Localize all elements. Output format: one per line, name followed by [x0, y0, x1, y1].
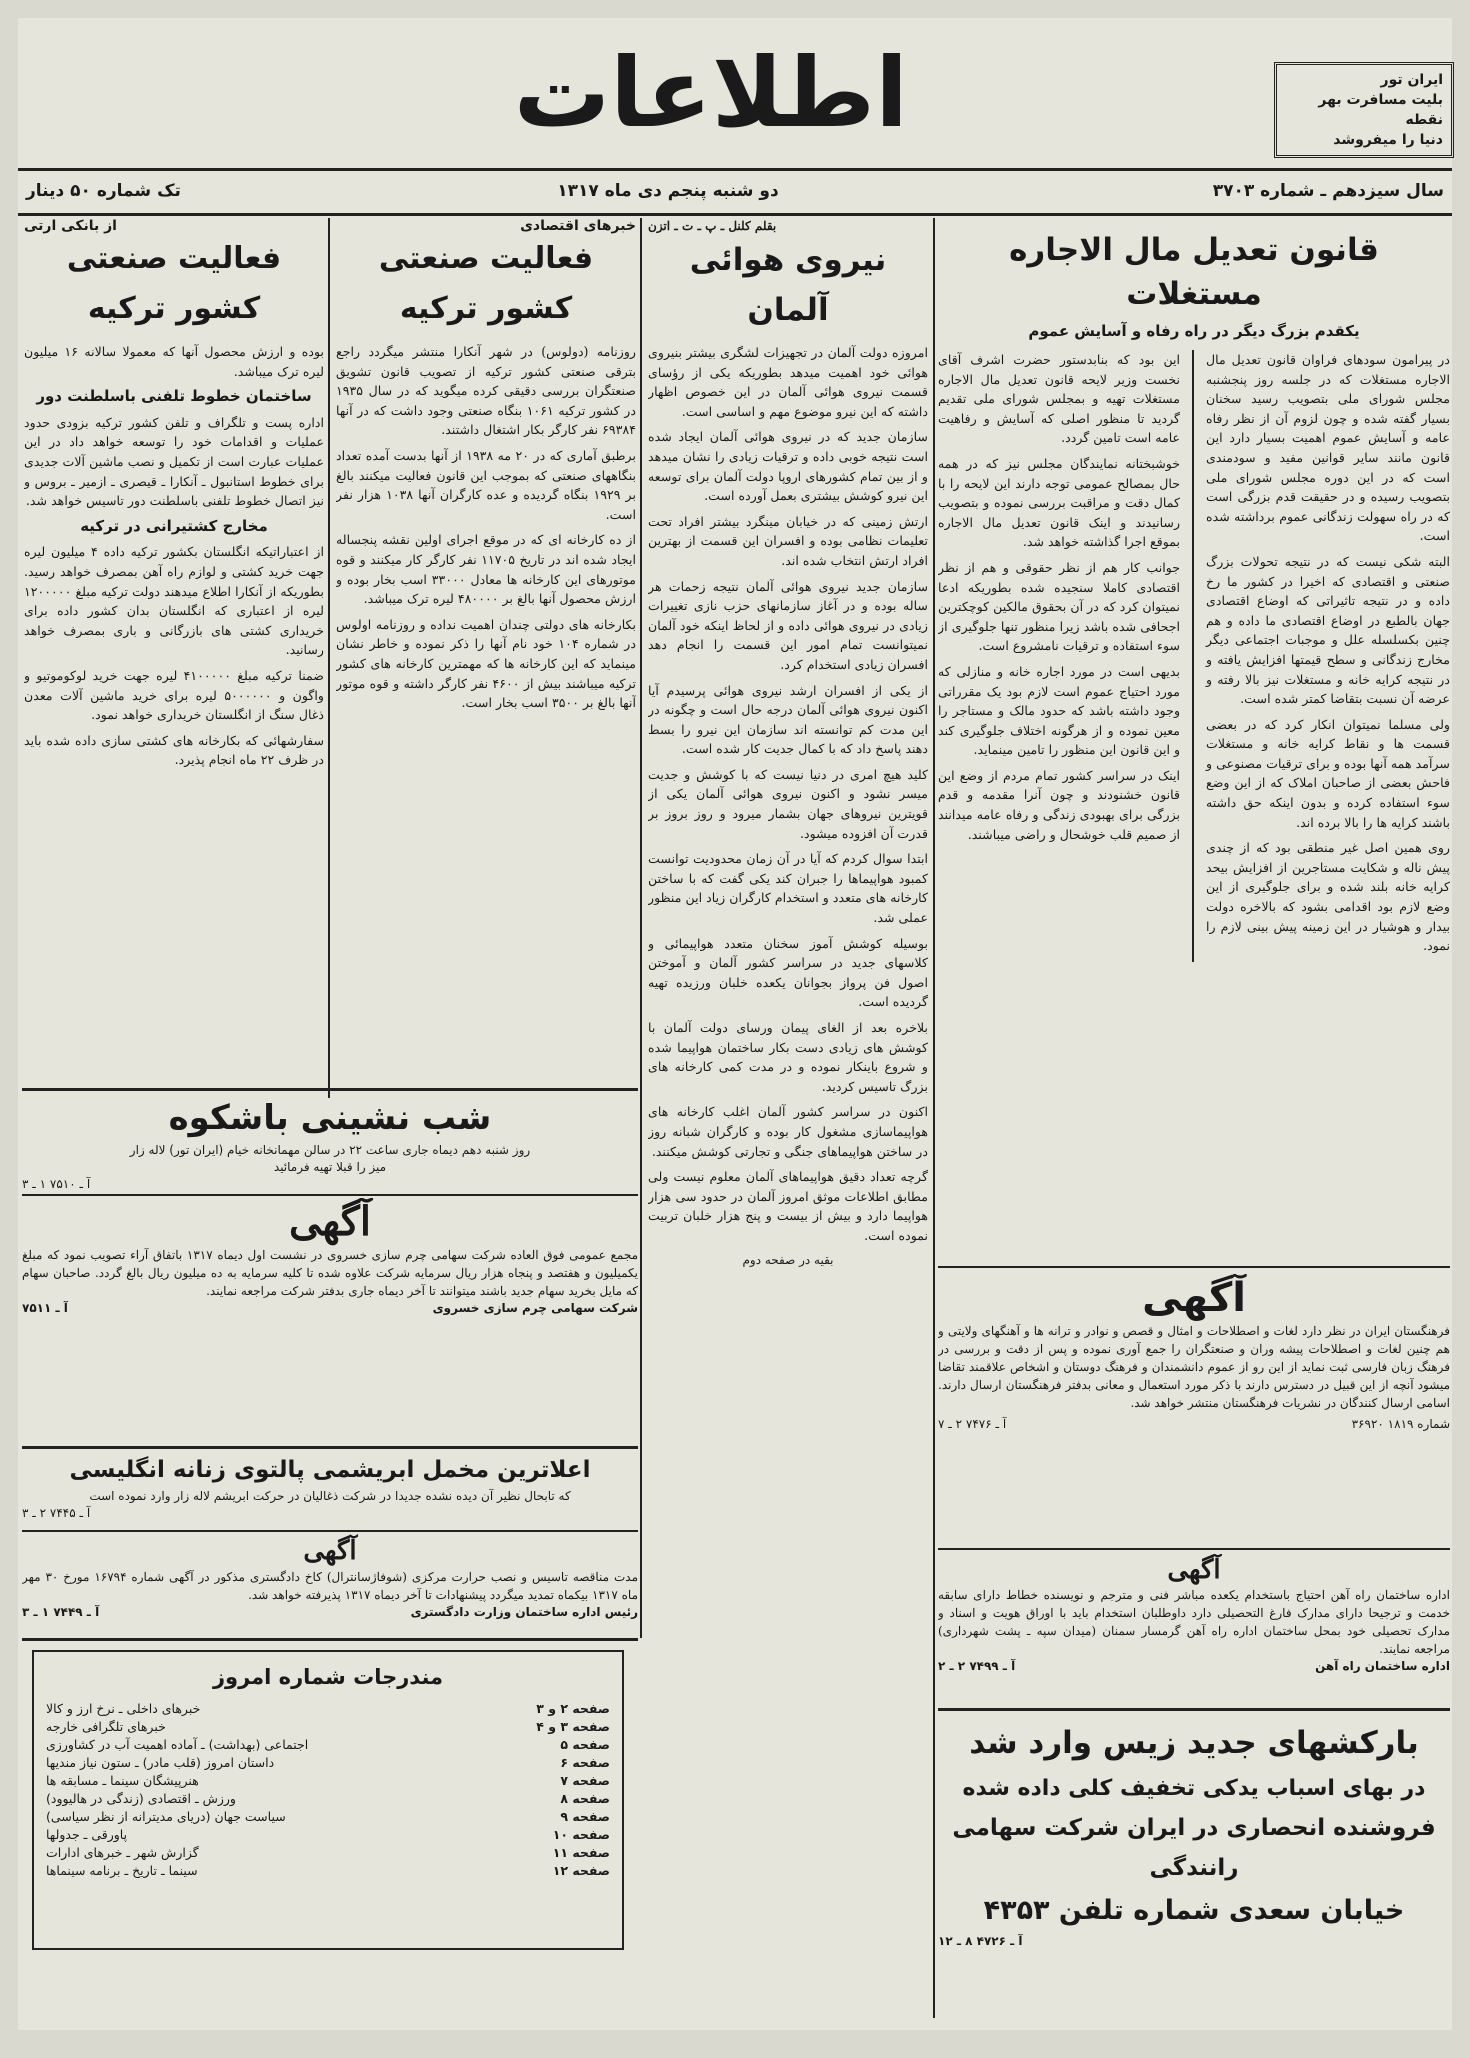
divider	[22, 1530, 638, 1532]
ad-text: مدت مناقصه تاسیس و نصب حرارت مرکزی (شوفاژسانترال) کاخ دادگستری مذکور در آگهی شماره ۱۶۷۹۴ مورخ ۳۰ مهر ماه ۱۳۱۷ بیکماه تمدید میگردد پیشنهادات تا آخر دیماه ۱۳۱۷ پذیرفته خواهد شد.	[22, 1570, 638, 1602]
railway-ad	[938, 1554, 1450, 1704]
box-line: دنیا را میفروشد	[1333, 132, 1443, 148]
leather-company-ad	[22, 1198, 638, 1444]
toc-item	[46, 1862, 610, 1880]
issue-price: تک شماره ۵۰ دینار	[26, 181, 181, 201]
toc-page: صفحه ۱۲	[552, 1863, 610, 1878]
ad-title: آگهی	[1142, 1275, 1246, 1321]
toc-page: صفحه ۱۱	[552, 1845, 610, 1860]
column-rule	[933, 218, 935, 2018]
paragraph: ولی مسلما نمیتوان انکار کرد که در بعضی قسمت ها و نقاط کرایه خانه و مستغلات سرآمد همه آنها بوده و برای ترقیات مصنوعی و فاحش بعضی از صاحبان املاک که از این وضع سوء استفاده کرده و بدون اینکه حق داشته باشند کرایه ها را بالا برده اند.	[1206, 716, 1450, 830]
continued-note: بقیه در صفحه دوم	[742, 1252, 834, 1267]
dateline	[18, 168, 1452, 216]
ad-line: در بهای اسباب یدکی تخفیف کلی داده شده	[962, 1776, 1426, 1801]
ad-code: آ ـ ۷۴۹۹ ۲ ـ ۲	[938, 1659, 1016, 1673]
paragraph: اداره پست و تلگراف و تلفن کشور ترکیه بزودی حدود عملیات و اقدامات خود را توسعه خواهد داد در این عملیات عبارت است از تکمیل و نصب ماشین آلات جدیدی برای خطوط استانبول ـ آنکارا ـ قیصری ـ ازمیر ـ بروس و نیز اتصال خطوط تلفنی باسلطنت دور تاسیس خواهد شد.	[24, 414, 324, 509]
ad-text: که تابحال نظیر آن دیده نشده جدیدا در شرکت ذغالیان در حرکت ابریشم لاله زار وارد نموده است	[89, 1489, 571, 1503]
toc-item	[46, 1718, 610, 1736]
paragraph: امروزه دولت آلمان در تجهیزات لشگری بیشتر بنیروی هوائی خود اهمیت میدهد بطوریکه یکی از رؤسای قسمت نیروی هوائی آلمان در این خصوص اظهار داشته که این نیرو موضوع مهم و اساسی است.	[648, 345, 928, 419]
toc-desc: پاورقی ـ جدولها	[46, 1827, 128, 1842]
toc-desc: خبرهای داخلی ـ نرخ ارز و کالا	[46, 1701, 201, 1716]
toc-page: صفحه ۶	[560, 1755, 610, 1770]
ad-reference: شماره ۱۸۱۹ ۳۶۹۲۰	[1351, 1417, 1450, 1431]
ad-signature: شرکت سهامی چرم سازی خسروی	[432, 1301, 638, 1315]
iran-tour-box	[1274, 62, 1454, 158]
ad-line: فروشنده انحصاری در ایران شرکت سهامی رانندگی	[952, 1815, 1436, 1881]
turkey-column	[336, 218, 636, 1098]
issue-number: سال سیزدهم ـ شماره ۳۷۰۳	[1212, 181, 1444, 201]
ad-text: اداره ساختمان راه آهن احتیاج باستخدام یکعده مباشر فنی و مترجم و نویسنده خطاط دارای سابقه خدمت و ترجیحا دارای مدارک فارغ التحصیلی دارد داوطلبان استخدام باید با اوراق هویت و اسناد و مدارک تحصیلی خود بمحل ساختمان اداره راه آهن گرمسار سمنان (میدان سپه ـ پشت شهرداری) مراجعه نمایند.	[938, 1588, 1450, 1656]
paragraph: اکنون در سراسر کشور آلمان اغلب کارخانه های هواپیماسازی مشغول کار بوده و کارگران شبانه روز در ساختن هواپیماهای جنگی و تجارتی کوشش میکنند.	[648, 1104, 928, 1159]
gala-evening-ad	[22, 1094, 638, 1189]
paragraph: ضمنا ترکیه مبلغ ۴۱۰۰۰۰۰ لیره جهت خرید لوکوموتیو و واگون و ۵۰۰۰۰۰۰ لیره برای خرید ماشین آلات معدن ذغال سنگ از انگلستان خریداری خواهد نمود.	[24, 667, 324, 723]
ad-code: آ ـ ۷۴۴۵ ۲ ـ ۳	[22, 1506, 91, 1520]
toc-page: صفحه ۹	[560, 1809, 610, 1824]
ad-signature: اداره ساختمان راه آهن	[1315, 1659, 1450, 1673]
toc-desc: گزارش شهر ـ خبرهای ادارات	[46, 1845, 199, 1860]
paragraph: روی همین اصل غیر منطقی بود که از چندی پیش ناله و شکایت مستاجرین از افزایش بیحد کرایه خانه بلند شده و برای جلوگیری از این وضع لازم بود اقدامی بشود که بالاخره دولت بیدار و هوشیار در این زمینه پیش بینی لازم را نمود.	[1206, 840, 1450, 954]
toc-page: صفحه ۵	[560, 1737, 610, 1752]
article-text	[648, 343, 928, 1269]
ad-text: مجمع عمومی فوق العاده شرکت سهامی چرم سازی خسروی در نشست اول دیماه ۱۳۱۷ باتفاق آراء تصویب نمود که مبلغ یکمیلیون و هفتصد و پنجاه هزار ریال سرمایه شرکت علاوه شده تا کلیه سرمایه به ده میلیون ریال بالغ گردد. صاحبان سهام که مایل بخرید سهام جدید باشند میتوانند تا آخر دیماه جاری بدفتر شرکت مراجعه نمایند.	[22, 1248, 638, 1298]
subhead: ساختمان خطوط تلفنی باسلطنت دور	[36, 387, 312, 406]
paragraph: روزنامه (دولوس) در شهر آنکارا منتشر میگردد راجع بترقی صنعتی کشور ترکیه از تصویب قانون تشویق صنعتگران بررسی دقیقی کرده میگوید که در سال ۱۹۳۵ در کشور ترکیه ۱۰۶۱ بنگاه صنعتی وجود داشت که در آنها ۶۹۳۸۴ نفر کارگر بکار اشتغال داشتند.	[336, 344, 636, 438]
divider	[938, 1708, 1450, 1711]
section-label: از بانکی ارتی	[24, 218, 117, 234]
paragraph: بلاخره بعد از الغای پیمان ورسای دولت آلمان با کوشش های زیادی دست بکار ساختمان هواپیما شده و شروع باینکار نموده و در مدت کمی کارخانه های بزرگ تاسیس کردید.	[648, 1020, 928, 1094]
paragraph: سازمان جدید که در نیروی هوائی آلمان ایجاد شده است نتیجه خوبی داده و ترقیات زیادی را نشان میدهد و از بین تمام کشورهای اروپا دولت آلمان برای توسعه این نیرو کوشش بیشتری بعمل آورده است.	[648, 429, 928, 504]
toc-item	[46, 1790, 610, 1808]
column-rule	[640, 218, 642, 1638]
article-text-b	[938, 350, 1180, 962]
toc-desc: هنرپیشگان سینما ـ مسابقه ها	[46, 1773, 199, 1788]
toc-desc: ورزش ـ اقتصادی (زندگی در هالیوود)	[46, 1791, 236, 1806]
toc-item	[46, 1700, 610, 1718]
paragraph: سفارشهائی که بکارخانه های کشتی سازی داده شده باید در ظرف ۲۲ ماه انجام پذیرد.	[24, 732, 324, 768]
paragraph: از اعتباراتیکه انگلستان بکشور ترکیه داده ۴ میلیون لیره جهت خرید کشتی و لوازم راه آهن بمصرف خواهد رسید. بطوریکه از آنکارا اطلاع میدهند دولت ترکیه مبلغ ۱۲۰۰۰۰۰ لیره از اعتباری که انگلستان بدان کشور داده برای خریداری کشتی های بازرگانی و باری بمصرف خواهد رسانید.	[24, 544, 324, 658]
article-text-a	[1206, 350, 1450, 962]
article-text	[336, 342, 636, 713]
toc-desc: داستان امروز (قلب مادر) ـ ستون نیاز مندیها	[46, 1755, 275, 1770]
box-line: ایران تور	[1380, 72, 1443, 88]
ad-code: آ ـ ۷۵۱۰ ۱ ـ ۳	[22, 1177, 91, 1191]
paragraph: از ده کارخانه ای که در موقع اجرای اولین نقشه پنجساله ایجاد شده اند در تاریخ ۱۱۷۰۵ نفر کارگر کار میکنند و قوه موتورهای این کارخانه ها معادل ۳۳۰۰۰ اسب بخار بوده و ارزش محصول آنها بالغ بر ۴۸۰۰۰۰ لیره ترک میباشد.	[336, 532, 636, 607]
paragraph: سازمان جدید نیروی هوائی آلمان نتیجه زحمات هر ساله بوده و در آغاز سازمانهای حزب نازی تغییرات زیادی در نیروی هوائی داده و از لحاظ اینکه خود آلمان نمیتوانست تمام امور این قسمت را انجام دهد افسران زیادی استخدام کرد.	[648, 578, 928, 672]
box-line: بلیت مسافرت بهر نقطه	[1318, 92, 1443, 128]
ministry-tender-ad	[22, 1534, 638, 1634]
toc-title: مندرجات شماره امروز	[212, 1665, 444, 1689]
air-force-column	[648, 218, 928, 2058]
paragraph: گرچه تعداد دقیق هواپیماهای آلمان معلوم نیست ولی مطابق اطلاعات موثق امروز آلمان در حدود سی هزار هواپیما دارد و بیش از بیست و پنج هزار خلبان تربیت نموده است.	[648, 1169, 928, 1243]
toc-page: صفحه ۱۰	[552, 1827, 610, 1842]
paragraph: جوانب کار هم از نظر حقوقی و هم از نظر اقتصادی کاملا سنجیده شده بطوریکه ادعا نمیتوان کرد که در آن بحقوق مالکین کوچکترین اجحافی شده باشد زیرا منظور تنها جلوگیری از سوء استفاده و ترقیات نامشروع است.	[938, 559, 1181, 654]
paragraph: این بود که بنابدستور حضرت اشرف آقای نخست وزیر لایحه قانون تعدیل مال الاجاره مستغلات تهیه و بمجلس شورای ملی تقدیم گردید تا منظور اصلی که آسایش و رفاهیت عامه است تامین گردد.	[938, 352, 1181, 446]
paragraph: اینک در سراسر کشور تمام مردم از وضع این قانون خشنودند و چون آنرا مقدمه و قدم بزرگی برای بهبودی زندگی و رفاه عامه میدانند از صمیم قلب خوشحال و راضی میباشند.	[938, 767, 1181, 842]
newspaper-title: اطلاعات	[513, 37, 908, 149]
zis-trucks-ad	[938, 1716, 1450, 1966]
ad-text: روز شنبه دهم دیماه جاری ساعت ۲۲ در سالن مهمانخانه خیام (ایران تور) لاله زار	[129, 1143, 531, 1157]
divider	[22, 1194, 638, 1196]
divider	[22, 1638, 638, 1641]
paragraph: البته شکی نیست که در نتیجه تحولات بزرگ صنعتی و اقتصادی که اخیرا در کشور ما رخ داده و در نتیجه تاثیراتی که اوضاع اقتصادی جهان بالطبع در اوضاع اقتصادی ما داده و هم چنین بکسلسله علل و موجبات اجتماعی دیگر مخارج زندگانی و سطح قیمتها افزایش یافته و در نتیجه کرایه خانه و مستغلات نیز بالا رفته و عرضه آن نسبت بتقاضا کمتر شده است.	[1206, 553, 1450, 707]
divider	[22, 1446, 638, 1449]
paragraph: بوده و ارزش محصول آنها که معمولا سالانه ۱۶ میلیون لیره ترک میباشد.	[24, 344, 324, 379]
paragraph: برطبق آماری که در ۲۰ مه ۱۹۳۸ از آنها بدست آمده تعداد بنگاههای صنعتی که بموجب این قانون فعالیت میکنند بالغ بر ۱۹۲۹ بنگاه گردیده و عده کارگران آنها ۱۰۳۸ هزار نفر است.	[336, 447, 636, 522]
ad-line: خیابان سعدی شماره تلفن ۴۳۵۳	[983, 1895, 1405, 1926]
toc-item	[46, 1826, 610, 1844]
toc-item	[46, 1844, 610, 1862]
toc-item	[46, 1754, 610, 1772]
column-rule	[328, 218, 330, 1098]
paragraph: ابتدا سوال کردم که آیا در آن زمان محدودیت توانست کمبود هواپیماها را جبران کند یکی گفت که با ساختن کارخانه های متعدد و استخدام کارگران زیاد این منظور عملی شد.	[648, 851, 928, 926]
toc-page: صفحه ۳ و ۴	[536, 1719, 610, 1734]
toc-item	[46, 1808, 610, 1826]
ad-code: آ ـ ۴۷۲۶ ۸ ـ ۱۲	[938, 1934, 1023, 1948]
byline: بقلم کلنل ـ پ ـ ت ـ اتزن	[648, 219, 777, 233]
ad-line: بارکشهای جدید زیس وارد شد	[969, 1725, 1419, 1761]
ad-title: آگهی	[1167, 1555, 1221, 1585]
ad-subtext: میز را قبلا تهیه فرمائید	[273, 1160, 387, 1174]
air-force-headline: نیروی هوائی آلمان	[689, 242, 887, 328]
paragraph: کلید هیچ امری در دنیا نیست که با کوشش و جدیت میسر نشود و اکنون نیروی هوائی آلمان یکی از قویترین نیروهای جهان بشمار میرود و روز بروز بر قدرت آن افزوده میشود.	[648, 766, 928, 841]
turkey-headline-continued: فعالیت صنعتی کشور ترکیه	[66, 241, 282, 326]
subhead: مخارج کشتیرانی در ترکیه	[80, 516, 268, 535]
table-of-contents	[32, 1650, 624, 1950]
divider	[22, 1088, 638, 1091]
section-label: خبرهای اقتصادی	[520, 218, 636, 234]
divider	[938, 1266, 1450, 1268]
toc-item	[46, 1736, 610, 1754]
masthead	[18, 18, 1452, 168]
toc-desc: اجتماعی (بهداشت) ـ آماده اهمیت آب در کشاورزی	[46, 1737, 309, 1752]
rent-law-headline: قانون تعدیل مال الاجاره مستغلات	[1009, 232, 1379, 312]
article-text	[24, 342, 324, 770]
paragraph: ارتش زمینی که در خیابان مینگرد بیشتر افراد تحت تعلیمات نظامی بوده و افسران این قسمت از بهترین افراد ارتش انتخاب شده اند.	[648, 513, 928, 568]
toc-item	[46, 1772, 610, 1790]
toc-desc: سیاست جهان (دریای مدیترانه از نظر سیاسی)	[46, 1809, 286, 1824]
ad-title: آگهی	[303, 1536, 357, 1566]
ad-signature: رئیس اداره ساختمان وزارت دادگستری	[410, 1605, 638, 1619]
paragraph: در پیرامون سودهای فراوان قانون تعدیل مال الاجاره مستغلات که در جلسه روز پنجشنبه مجلس شورای ملی بتصویب رسید سخنان بسیار گفته شده و چون لزوم آن از نظر رفاه عامه و آسایش عموم اهمیت بسیار دارد این قانون مانند سایر قوانین مفید و سودمندی است که در این دوره مجلس شورای ملی بتصویب رسیده و در حقیقت قدم بزرگی است که در راه سهولت زندگانی عموم برداشته شده است.	[1206, 352, 1450, 544]
paragraph: خوشبختانه نمایندگان مجلس نیز که در همه حال بمصالح عمومی توجه دارند این لایحه را با کمال دقت و مراقبت بررسی نموده و بتصویب رسانیدند و اینک قانون تعدیل مال الاجاره بموقع اجرا گذاشته خواهد شد.	[938, 455, 1181, 550]
paragraph: بدیهی است در مورد اجاره خانه و منازلی که مورد احتیاج عموم است لازم بود یک مقرراتی وجود داشته باشد که حدود مالک و مستاجر را معین نموده و از هرگونه اختلاف جلوگیری کند و این قانون این منظور را تامین مینماید.	[938, 663, 1181, 758]
paragraph: از یکی از افسران ارشد نیروی هوائی پرسیدم آیا اکنون نیروی هوائی آلمان درجه حال است و چگونه در این مدت کم توانسته اند سازمان این نیرو را بسط دهند پاسخ داد که با کمال جدیت کار شده است.	[648, 682, 928, 757]
ad-code: آ ـ ۷۴۷۶ ۲ ـ ۷	[938, 1417, 1007, 1431]
divider	[938, 1548, 1450, 1550]
velvet-ad	[22, 1452, 638, 1526]
paragraph: بوسیله کوشش آموز سخنان متعدد هواپیمائی و کلاسهای جدید در سراسر کشور آلمان و آموختن اصول فن پرواز بجوانان یکعده خلبان ورزیده تهیه گردیده است.	[648, 935, 928, 1010]
newspaper-page	[18, 18, 1452, 2030]
toc-page: صفحه ۸	[560, 1791, 610, 1806]
rent-law-subhead: یکقدم بزرگ دیگر در راه رفاه و آسایش عموم	[1028, 322, 1360, 340]
culture-academy-ad	[938, 1274, 1450, 1544]
toc-desc: خبرهای تلگرافی خارجه	[46, 1719, 166, 1734]
toc-page: صفحه ۷	[560, 1773, 610, 1788]
turkey-column-continued	[24, 218, 324, 1098]
ad-text: فرهنگستان ایران در نظر دارد لغات و اصطلاحات و امثال و قصص و نوادر و ترانه ها و آهنگهای ولایتی و هم چنین لغات و اصطلاحات پیشه وران و صنعتگران را جمع آوری نموده و پس از دقت و بررسی در فرهنگ زبان فارسی ثبت نماید از این رو از عموم دانشمندان و فرهنگ دوستان و اشخاص علاقمند تقاضا میشود آنچه از این قبیل در دسترس دارند با ذکر مورد استعمال و معانی بدفتر فرهنگستان ارسال دارند. اسامی ارسال کنندگان در نشریات فرهنگستان منتشر خواهد شد.	[938, 1324, 1450, 1410]
turkey-headline: فعالیت صنعتی کشور ترکیه	[378, 241, 594, 326]
ad-title: آگهی	[289, 1198, 371, 1245]
ad-code: آ ـ ۷۵۱۱	[22, 1301, 68, 1315]
inner-rule	[1192, 350, 1194, 962]
paragraph: بکارخانه های دولتی چندان اهمیت نداده و روزنامه اولوس در شماره ۱۰۴ خود نام آنها را ذکر نموده و خاطر نشان مینماید که این کارخانه ها که مهمترین کارخانه های کشور ترکیه میباشند بیش از ۴۶۰۰ نفر کارگر داشته و قوه موتور آنها بالغ بر ۳۵۰۰ اسب بخار است.	[336, 616, 636, 711]
ad-title: شب نشینی باشکوه	[168, 1098, 492, 1138]
toc-desc: سینما ـ تاریخ ـ برنامه سینماها	[46, 1863, 198, 1878]
ad-code: آ ـ ۷۴۴۹ ۱ ـ ۳	[22, 1605, 100, 1619]
toc-page: صفحه ۲ و ۳	[536, 1701, 610, 1716]
ad-title: اعلاترین مخمل ابریشمی پالتوی زنانه انگلیسی	[69, 1457, 591, 1483]
issue-date: دو شنبه پنجم دی ماه ۱۳۱۷	[557, 181, 779, 201]
